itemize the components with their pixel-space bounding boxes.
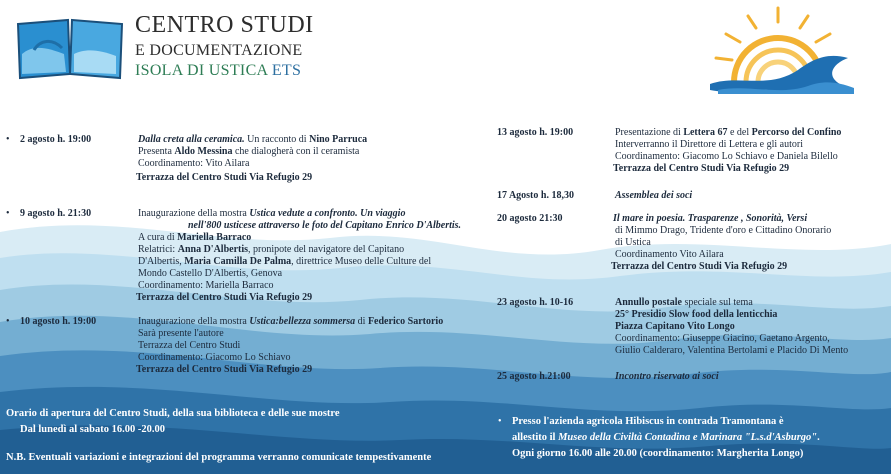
event-text: Coordinamento: Mariella Barraco: [138, 280, 274, 291]
header-subtitle: E DOCUMENTAZIONE: [135, 42, 303, 59]
event-venue: Terrazza del Centro Studi Via Refugio 29: [136, 172, 313, 183]
event-text: Annullo postale: [615, 297, 682, 308]
event-text: nell'800 usticese attraverso le foto del Capitano Enrico D'Albertis.: [188, 220, 462, 231]
event-text: Coordinamento: Giacomo Lo Schiavo e Daniela Bilello: [615, 151, 838, 162]
event-line: [138, 146, 359, 158]
bullet: •: [6, 316, 10, 327]
event-line: [615, 237, 651, 249]
event-line: [188, 220, 461, 232]
event-line: [138, 208, 405, 220]
event-text: Presenta: [138, 146, 175, 157]
museum-location: Presso l'azienda agricola Hibiscus in contrada Tramontana è: [512, 416, 784, 427]
event-line: [615, 321, 735, 333]
event-date: 17 Agosto h. 18,30: [497, 190, 574, 201]
opening-hours-title: Orario di apertura del Centro Studi, della sua biblioteca e delle sue mostre: [6, 408, 340, 419]
event-text: Dalla creta alla ceramica.: [138, 134, 245, 145]
event-text: D'Albertis,: [138, 256, 185, 267]
event-text: di Ustica: [615, 237, 651, 248]
event-text: Ustica vedute a confronto. Un viaggio: [249, 208, 406, 219]
event-text: Nino Parruca: [309, 134, 368, 145]
event-line: [138, 316, 443, 328]
event-text: speciale sul tema: [681, 297, 753, 308]
event-date: 20 agosto 21:30: [497, 213, 563, 224]
event-line: [138, 328, 224, 340]
event-text: che dialogherà con il ceramista: [232, 146, 360, 157]
event-text: Aldo Messina: [174, 146, 233, 157]
event-text: Piazza Capitano Vito Longo: [615, 321, 735, 332]
event-text: Inaugurazione della mostra: [138, 208, 250, 219]
event-line: [615, 151, 838, 163]
event-text: Anna D'Albertis: [177, 244, 249, 255]
event-text: Giulio Calderaro, Valentina Bertolami e Placido Di Mento: [615, 345, 849, 356]
event-text: Sarà presente l'autore: [138, 328, 224, 339]
event-line: [615, 190, 692, 202]
event-text: di: [355, 316, 368, 327]
event-text: Mondo Castello D'Albertis, Genova: [138, 268, 283, 279]
event-text: A cura di: [138, 232, 178, 243]
program-note: N.B. Eventuali variazioni e integrazioni del programma verranno comunicate tempestivamente: [6, 452, 432, 463]
event-line: [615, 333, 830, 345]
bullet: •: [6, 208, 10, 219]
event-line: [138, 158, 249, 170]
event-text: Terrazza del Centro Studi: [138, 340, 241, 351]
event-line: [138, 340, 240, 352]
museum-hours: Ogni giorno 16.00 alle 20.00 (coordinamento: Margherita Longo): [512, 448, 804, 459]
event-text: Un racconto di: [244, 134, 310, 145]
opening-hours-days: Dal lunedì al sabato 16.00 -20.00: [20, 424, 165, 435]
event-line: [615, 309, 777, 321]
event-line: [615, 371, 719, 383]
event-line: [138, 268, 282, 280]
event-line: [615, 249, 724, 261]
event-line: [138, 232, 251, 244]
event-text: Percorso del Confino: [751, 127, 842, 138]
header-title: CENTRO STUDI: [135, 12, 314, 38]
event-text: 25° Presidio Slow food della lenticchia: [615, 309, 778, 320]
sun-wave-logo-icon: [708, 4, 858, 96]
event-text: Inaugurazione della mostra: [138, 316, 250, 327]
event-text: Assemblea dei soci: [615, 190, 693, 201]
museum-intro: allestito il: [512, 432, 559, 443]
event-text: Federico Sartorio: [367, 316, 444, 327]
event-text: Coordinamento: Vito Ailara: [138, 158, 250, 169]
event-text: , direttrice Museo delle Culture del: [291, 256, 432, 267]
event-venue: Terrazza del Centro Studi Via Refugio 29: [136, 364, 313, 375]
event-date: 9 agosto h. 21:30: [20, 208, 92, 219]
event-line: [138, 244, 404, 256]
event-line: [138, 134, 367, 146]
event-text: Mariella Barraco: [177, 232, 252, 243]
event-line: [615, 225, 831, 237]
header-ets: ETS: [271, 62, 302, 79]
event-date: 2 agosto h. 19:00: [20, 134, 92, 145]
event-text: e del: [727, 127, 752, 138]
bullet: •: [6, 134, 10, 145]
event-text: di Mimmo Drago, Tridente d'oro e Cittadino Onorario: [615, 225, 832, 236]
event-venue: Terrazza del Centro Studi Via Refugio 29: [613, 163, 790, 174]
event-line: [615, 345, 848, 357]
event-text: Interverranno il Direttore di Lettera e gli autori: [615, 139, 803, 150]
event-date: 25 agosto h.21:00: [497, 371, 571, 382]
event-date: 10 agosto h. 19:00: [20, 316, 97, 327]
event-text: Relatrici:: [138, 244, 178, 255]
event-line: [615, 127, 841, 139]
event-venue: Terrazza del Centro Studi Via Refugio 29: [611, 261, 788, 272]
event-text: Ustica:bellezza sommersa: [249, 316, 356, 327]
event-line: [615, 297, 753, 309]
museum-period: .: [817, 432, 820, 443]
event-line: [138, 352, 290, 364]
header-island-name: ISOLA DI USTICA: [135, 62, 268, 79]
event-text: Lettera 67: [683, 127, 728, 138]
event-text: Coordinamento: Giuseppe Giacino, Gaetano Argento,: [615, 333, 830, 344]
event-date: 23 agosto h. 10-16: [497, 297, 574, 308]
event-line: [138, 256, 431, 268]
bullet: •: [498, 416, 502, 427]
event-text: Incontro riservato ai soci: [615, 371, 719, 382]
event-line: [613, 213, 807, 225]
event-text: Il mare in poesia. Trasparenze , Sonorità, Versi: [613, 213, 808, 224]
event-text: Maria Camilla De Palma: [184, 256, 292, 267]
event-text: Coordinamento: Giacomo Lo Schiavo: [138, 352, 291, 363]
museum-name: Museo della Civiltà Contadina e Marinara "L.s.d'Asburgo": [558, 432, 818, 443]
event-line: [138, 280, 274, 292]
header-subtitle-island: [135, 62, 301, 80]
event-text: , pronipote del navigatore del Capitano: [248, 244, 405, 255]
event-text: Presentazione di: [615, 127, 684, 138]
book-logo-icon: [14, 14, 126, 82]
museum-name-line: [512, 432, 820, 444]
event-date: 13 agosto h. 19:00: [497, 127, 574, 138]
event-venue: Terrazza del Centro Studi Via Refugio 29: [136, 292, 313, 303]
event-line: [615, 139, 803, 151]
event-text: Coordinamento Vito Ailara: [615, 249, 724, 260]
